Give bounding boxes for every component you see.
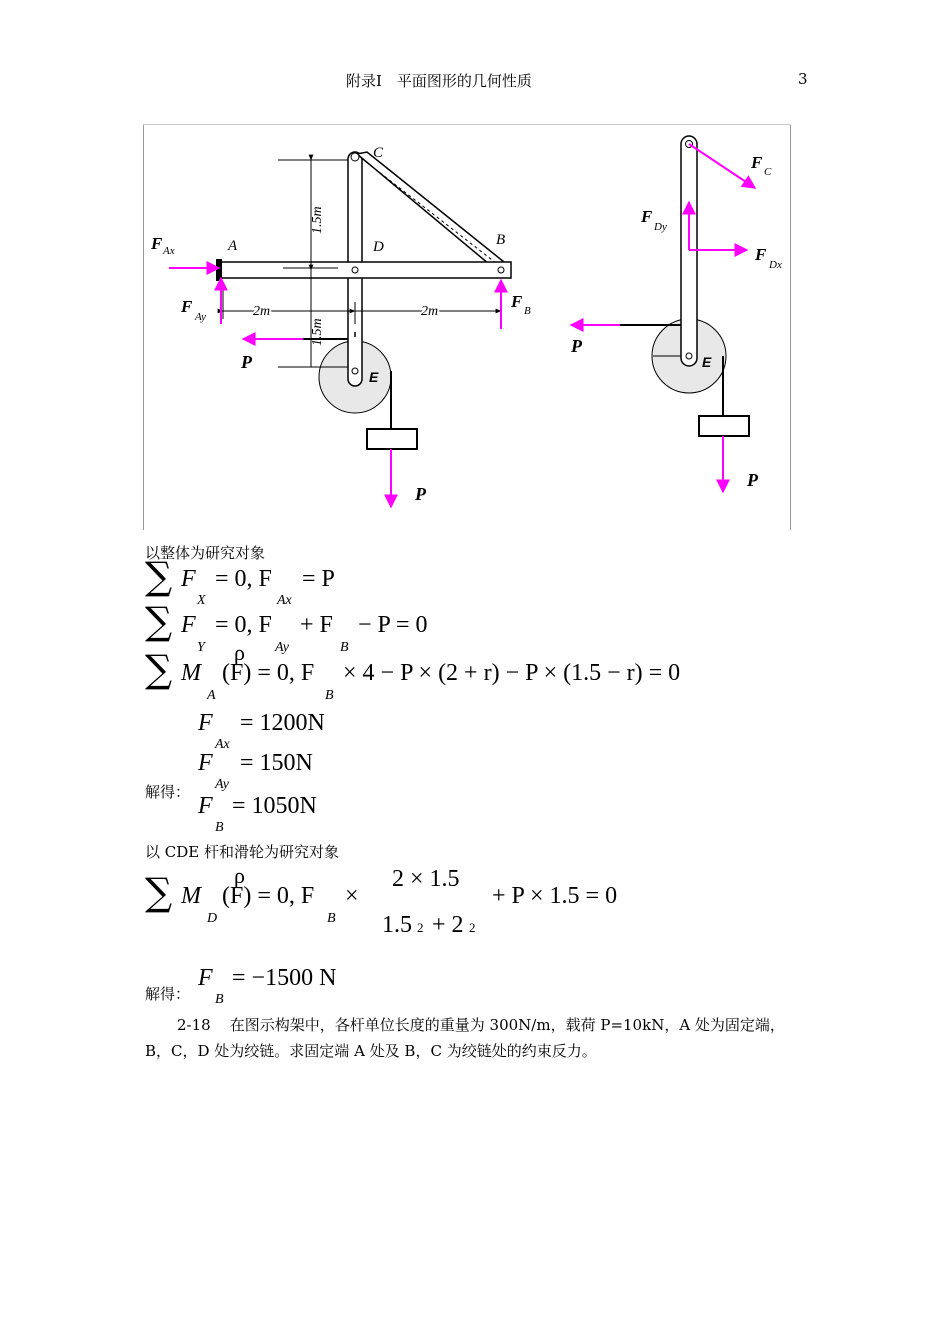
label-fdx: F [755, 245, 767, 264]
label-e: E [369, 369, 379, 385]
pin-c [351, 153, 359, 161]
eq4-denominator-plus: + 2 [432, 912, 464, 938]
eq4-numerator: 2 × 1.5 [392, 866, 460, 892]
eq3-vector-mark: ρ [234, 640, 245, 665]
pin-b [498, 267, 504, 273]
label-p-load-right: P [747, 470, 758, 490]
label-p-left: P [241, 352, 252, 372]
problem-line-2: B，C，D 处为绞链。求固定端 A 处及 B，C 为绞链处的约束反力。 [145, 1042, 597, 1060]
result-fax-sub: Ax [215, 737, 230, 752]
result2-fb-sub: B [215, 992, 224, 1007]
label-fc: F [751, 153, 763, 172]
eq4-times: × [345, 883, 359, 909]
result-label-1: 解得： [145, 783, 191, 801]
result-fay-sub: Ay [215, 777, 229, 792]
eq3-sub-b: B [325, 688, 334, 703]
problem-text-1: 在图示构架中，各杆单位长度的重量为 300N/m，载荷 P=10kN，A 处为固定端， [229, 1016, 785, 1034]
eq2-sub-y: Y [197, 640, 205, 655]
label-d: D [373, 239, 384, 255]
result-fax-var: F [198, 710, 213, 736]
eq4-lhs: M [181, 883, 201, 909]
force-fc-arrow [689, 144, 755, 188]
section-title-whole: 以整体为研究对象 [145, 544, 266, 562]
label-fax: F [151, 234, 163, 253]
eq4-tail: + P × 1.5 = 0 [492, 883, 618, 909]
result-fb-value: = 1050N [232, 793, 317, 819]
eq1-lhs: F [181, 566, 196, 592]
sigma-symbol: ∑ [145, 647, 173, 691]
problem-line-1 [177, 1012, 785, 1038]
eq2-tail: − P = 0 [358, 612, 428, 638]
eq4-sub-d: D [207, 911, 218, 926]
member-ab [218, 262, 511, 278]
section-title-cde: 以 CDE 杆和滑轮为研究对象 [145, 843, 339, 861]
label-b: B [496, 232, 506, 248]
eq1-sub-ax: Ax [277, 593, 292, 608]
label-e-free: E [702, 354, 712, 370]
result-fay-var: F [198, 750, 213, 776]
eq3-lhs: M [181, 660, 201, 686]
label-fb-sub: B [524, 305, 531, 317]
sigma-symbol: ∑ [145, 599, 173, 643]
dim-label-left-span: 2m [253, 304, 271, 319]
fixed-support-a [216, 259, 222, 281]
page-header-title: 附录Ⅰ 平面图形的几何性质 [346, 72, 532, 90]
result-fay-value: = 150N [240, 750, 313, 776]
pin-d [352, 267, 358, 273]
label-fc-sub: C [764, 166, 772, 178]
label-fb: F [511, 292, 523, 311]
result2-fb-var: F [198, 965, 213, 991]
problem-number: 2-18 [177, 1016, 211, 1034]
result-fb-sub: B [215, 820, 224, 835]
label-a: A [228, 238, 238, 254]
eq4-exponent-b: 2 [469, 920, 476, 935]
eq1-rest: = 0, F [215, 566, 272, 592]
eq2-lhs: F [181, 612, 196, 638]
label-c: C [373, 145, 384, 161]
eq3-sub-a: A [207, 688, 216, 703]
eq4-exponent-a: 2 [417, 920, 424, 935]
label-fdx-sub: Dx [769, 259, 782, 271]
result-label-2: 解得： [145, 985, 191, 1003]
dim-label-vert-bottom: 1.5m [310, 318, 325, 346]
eq4-arg: (F) = 0, F [222, 883, 315, 909]
eq3-tail: × 4 − P × (2 + r) − P × (1.5 − r) = 0 [343, 660, 681, 686]
page-number: 3 [798, 70, 808, 88]
label-p-load: P [415, 484, 426, 504]
label-fdy-sub: Dy [654, 221, 667, 233]
sigma-symbol: ∑ [145, 870, 173, 914]
eq2-mid: + F [300, 612, 333, 638]
eq4-denominator-a: 1.5 [382, 912, 412, 938]
weight-right [699, 416, 749, 436]
eq3-arg: (F) = 0, F [222, 660, 315, 686]
label-fdy: F [641, 207, 653, 226]
weight-left [367, 429, 417, 449]
label-fax-sub: Ax [163, 245, 175, 257]
pin-e-free [686, 353, 692, 359]
label-p-right: P [571, 336, 582, 356]
eq4-vector-mark: ρ [234, 863, 245, 888]
result-fax-value: = 1200N [240, 710, 325, 736]
label-fay-sub: Ay [195, 311, 206, 323]
eq2-rest: = 0, F [215, 612, 272, 638]
eq1-sub-x: X [197, 593, 206, 608]
pin-e [352, 368, 358, 374]
eq2-sub-ay: Ay [275, 640, 289, 655]
dim-label-vert-top: 1.5m [310, 206, 325, 234]
eq2-sub-b: B [340, 640, 349, 655]
sigma-symbol: ∑ [145, 554, 173, 598]
label-fay: F [181, 297, 193, 316]
structure-figure [143, 124, 791, 530]
eq4-sub-b: B [327, 911, 336, 926]
eq1-tail: = P [302, 566, 335, 592]
dim-label-right-span: 2m [421, 304, 439, 319]
result2-fb-value: = −1500 N [232, 965, 337, 991]
result-fb-var: F [198, 793, 213, 819]
